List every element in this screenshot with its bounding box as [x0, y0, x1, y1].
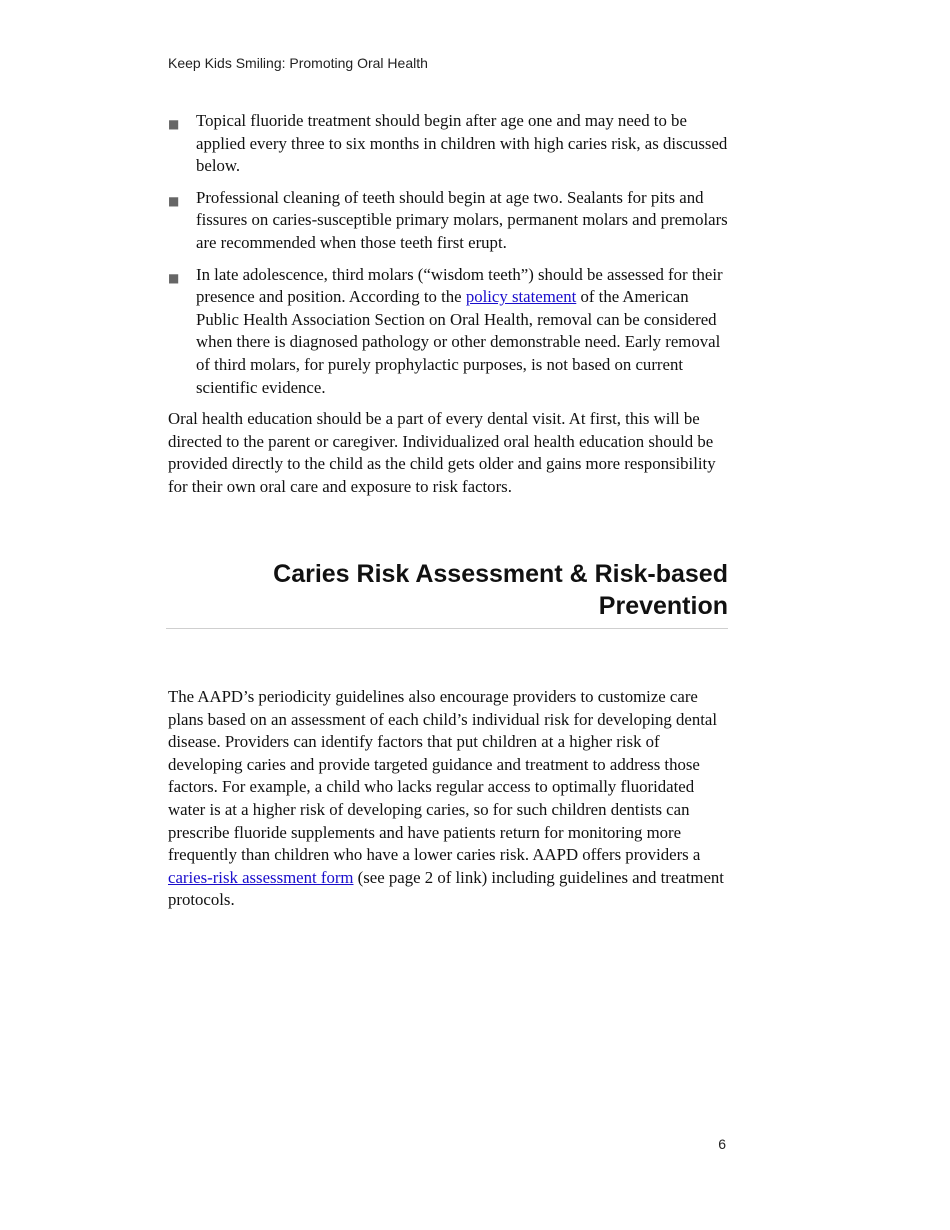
education-paragraph: Oral health education should be a part of every dental visit. At first, this will be directed to the parent or caregiver. Individualized oral health education should be provided directly to the child as the child gets older and gains more responsibility for their own oral care and exposure to risk factors.	[168, 409, 716, 496]
section-heading-line-2: Prevention	[598, 592, 728, 620]
bullet-list	[168, 110, 728, 399]
page-number: 6	[718, 1136, 726, 1152]
bullet-text: Topical fluoride treatment should begin after age one and may need to be applied every three to six months in children with high caries risk, as discussed below.	[196, 111, 728, 176]
list-item	[168, 187, 728, 255]
square-bullet-icon: ■	[168, 270, 180, 285]
main-content	[168, 110, 728, 499]
section-paragraph	[168, 686, 728, 912]
policy-statement-link[interactable]: policy statement	[465, 287, 577, 307]
list-item	[168, 264, 728, 400]
section-heading-block	[166, 558, 728, 629]
caries-risk-assessment-form-link[interactable]: caries-risk assessment form	[168, 867, 354, 887]
section-text-before: The AAPD’s periodicity guidelines also encourage providers to customize care plans based on an assessment of each child’s individual risk for developing dental disease. Providers can identify factors that put children at a higher risk of developing caries and provide targeted guidance and treatment to address those factors. For example, a child who lacks regular access to optimally fluoridated water is at a higher risk of developing caries, so for such children dentists can prescribe fluoride supplements and have patients return for monitoring more frequently than children who have a lower caries risk. AAPD offers providers a	[168, 687, 717, 865]
bullet-text-after: of the American Public Health Association Section on Oral Health, removal can be considered when there is diagnosed pathology or other demonstrable need. Early removal of third molars, for purely prophylactic purposes, is not based on current scientific evidence.	[196, 287, 721, 397]
list-item	[168, 110, 728, 178]
running-header: Keep Kids Smiling: Promoting Oral Health	[168, 55, 428, 71]
bullet-text-before: In late adolescence, third molars (“wisdom teeth”) should be assessed for their presence and position. According to the	[196, 264, 723, 307]
square-bullet-icon: ■	[168, 193, 180, 208]
section-heading	[166, 558, 728, 622]
section-heading-line-1: Caries Risk Assessment & Risk-based	[273, 560, 728, 588]
bullet-text: Professional cleaning of teeth should begin at age two. Sealants for pits and fissures on caries-susceptible primary molars, permanent molars and premolars are recommended when those teeth first erupt.	[196, 187, 728, 252]
bullet-text	[196, 265, 723, 397]
section-body	[168, 686, 728, 912]
square-bullet-icon: ■	[168, 117, 180, 131]
section-text-after: (see page 2 of link) including guidelines and treatment protocols.	[168, 867, 724, 910]
